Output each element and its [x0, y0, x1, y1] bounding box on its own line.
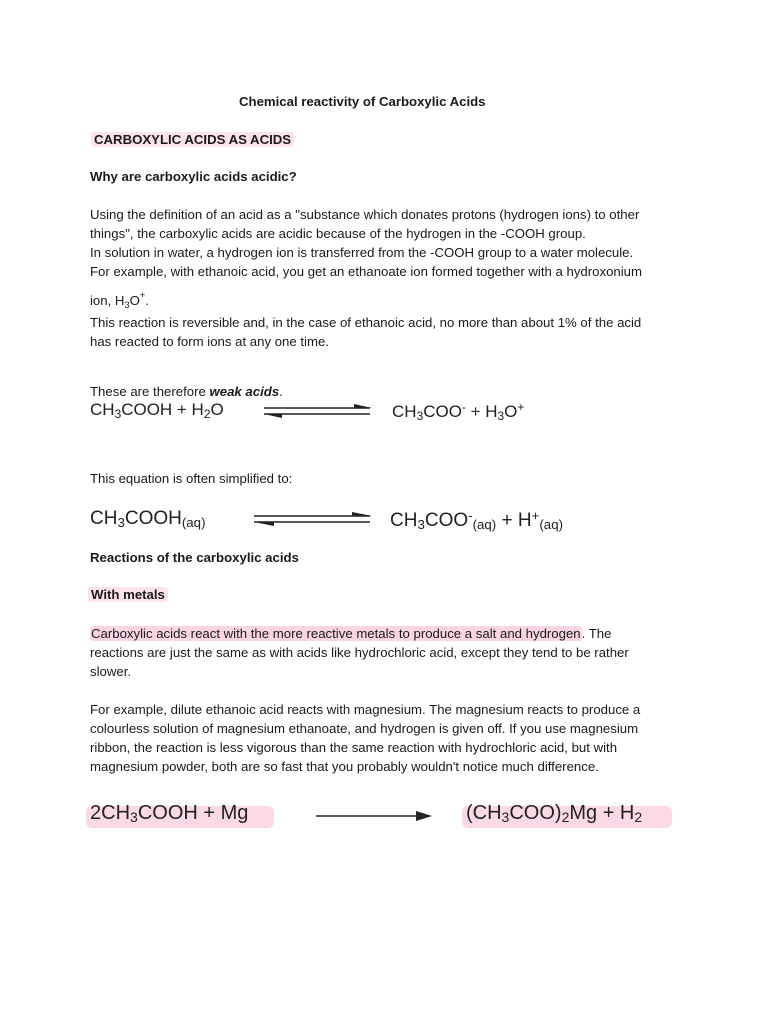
eq-sub: 2: [561, 809, 570, 825]
eq-text: O: [210, 400, 224, 419]
eq-text: CH: [90, 508, 118, 529]
paragraph-text: . The: [581, 626, 612, 641]
eq-text: CH: [392, 402, 417, 421]
ion-o: O: [129, 293, 140, 308]
paragraph-reversible: [90, 313, 680, 351]
weak-suffix: .: [279, 384, 283, 399]
paragraph-line: colourless solution of magnesium ethanoate, and hydrogen is given off. If you use magnesium: [90, 721, 639, 736]
eq-sub: (aq): [472, 517, 497, 532]
why-heading: Why are carboxylic acids acidic?: [90, 169, 297, 184]
equation-1-right: [392, 400, 524, 423]
paragraph-line: has reacted to form ions at any one time.: [90, 334, 329, 349]
eq-sub: (aq): [181, 515, 206, 530]
ion-line: [90, 286, 680, 315]
eq-text: COO: [423, 402, 462, 421]
eq-sup: +: [517, 400, 525, 414]
paragraph-line: For example, dilute ethanoic acid reacts with magnesium. The magnesium reacts to produce a: [90, 702, 641, 717]
eq-sup: +: [531, 508, 540, 523]
eq-text: COOH + Mg: [137, 802, 249, 824]
eq-text: COOH + H: [121, 400, 204, 419]
section-heading-acids: [91, 130, 294, 149]
equation-2-right: [390, 508, 563, 532]
paragraph-line: things", the carboxylic acids are acidic because of the hydrogen in the -COOH group.: [90, 226, 586, 241]
paragraph-line: magnesium powder, both are so fast that you probably wouldn't notice much difference.: [90, 759, 599, 774]
equation-1-left: [90, 400, 224, 421]
eq-sub: 3: [417, 517, 425, 532]
paragraph-line: For example, with ethanoic acid, you get an ethanoate ion formed together with a hydroxonium: [90, 264, 643, 279]
eq-sub: 2: [634, 809, 643, 825]
eq-text: COO: [424, 510, 469, 531]
eq-sup: -: [461, 400, 466, 414]
eq-sub: 3: [114, 407, 122, 421]
weak-acids-line: [90, 382, 283, 401]
paragraph-magnesium: [90, 700, 680, 776]
eq-text: (CH: [466, 802, 502, 824]
eq-sub: 3: [416, 409, 424, 423]
eq-text: + H: [465, 402, 498, 421]
paragraph-line: reactions are just the same as with acids like hydrochloric acid, except they tend to be rather: [90, 645, 629, 660]
metals-heading-text: With metals: [88, 587, 168, 602]
eq-sub: 3: [117, 515, 125, 530]
eq-text: Mg + H: [569, 802, 635, 824]
eq-text: 2CH: [90, 802, 131, 824]
paragraph-line: Using the definition of an acid as a "substance which donates protons (hydrogen ions) to other: [90, 207, 640, 222]
equation-2-left: [90, 508, 206, 530]
ion-end: .: [145, 293, 149, 308]
highlighted-sentence: Carboxylic acids react with the more reactive metals to produce a salt and hydrogen: [91, 626, 581, 641]
eq-text: O: [504, 402, 518, 421]
eq-sub: 2: [203, 407, 211, 421]
paragraph-definition: [90, 205, 680, 315]
weak-emphasis: weak acids: [209, 384, 280, 399]
paragraph-line: ribbon, the reaction is less vigorous than the same reaction with hydrochloric acid, but with: [90, 740, 618, 755]
eq-sub: 3: [497, 409, 505, 423]
paragraph-line-highlight: [90, 624, 680, 643]
reactions-heading: Reactions of the carboxylic acids: [90, 550, 299, 565]
metals-heading: [88, 585, 168, 604]
eq-text: COOH: [124, 508, 182, 529]
paragraph-metals: [90, 624, 680, 681]
eq-text: + H: [496, 510, 532, 531]
eq-text: COO): [509, 802, 562, 824]
ion-prefix: ion, H: [90, 293, 125, 308]
paragraph-line: This reaction is reversible and, in the case of ethanoic acid, no more than about 1% of the acid: [90, 315, 642, 330]
ion-sub: 3: [124, 300, 130, 310]
arrow-right-icon: [316, 808, 434, 824]
paragraph-line: In solution in water, a hydrogen ion is transferred from the -COOH group to a water molecule.: [90, 245, 634, 260]
weak-prefix: These are therefore: [90, 384, 210, 399]
equilibrium-arrow-icon: [262, 402, 374, 422]
equation-3-left: [90, 802, 248, 825]
eq-text: CH: [90, 400, 115, 419]
eq-text: CH: [390, 510, 418, 531]
equilibrium-arrow-icon: [252, 510, 374, 530]
simplified-line: This equation is often simplified to:: [90, 471, 293, 486]
eq-sub: (aq): [539, 517, 564, 532]
equation-3-right: [466, 802, 642, 825]
ion-sup: +: [139, 290, 146, 300]
section-heading-acids-text: CARBOXYLIC ACIDS AS ACIDS: [91, 132, 294, 147]
eq-sub: 3: [130, 809, 138, 825]
eq-sub: 3: [501, 809, 510, 825]
paragraph-line: slower.: [90, 664, 132, 679]
eq-sup: -: [468, 508, 473, 523]
page-title: Chemical reactivity of Carboxylic Acids: [239, 94, 486, 109]
